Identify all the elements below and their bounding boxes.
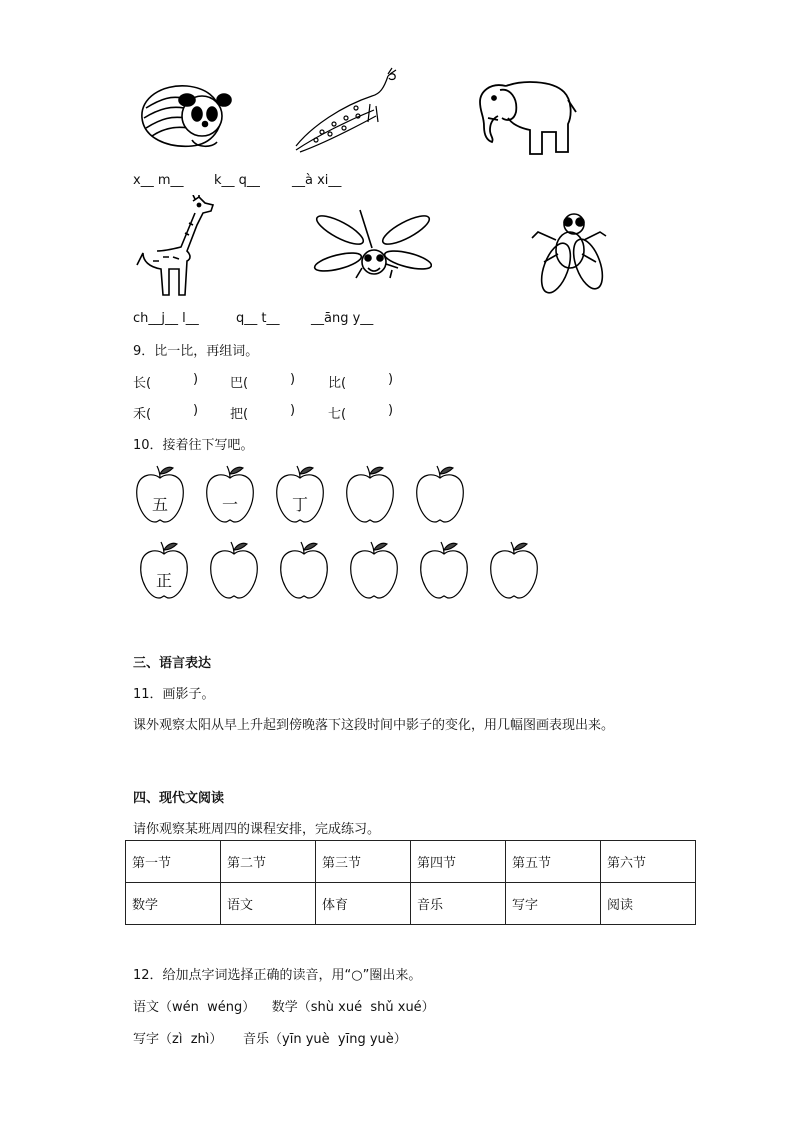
q9-char-ba: 巴( bbox=[230, 376, 249, 391]
subject-2: 语文 bbox=[221, 883, 316, 925]
dragonfly-icon bbox=[312, 208, 432, 288]
dragonfly-image bbox=[312, 208, 432, 288]
schedule-subject-row bbox=[126, 883, 696, 925]
schedule-header-row bbox=[126, 841, 696, 883]
period-3: 第三节 bbox=[316, 841, 411, 883]
q11-title: 11．画影子。 bbox=[133, 687, 215, 702]
q9-char-ba2: 把( bbox=[230, 407, 249, 422]
period-2: 第二节 bbox=[221, 841, 316, 883]
elephant-icon bbox=[472, 72, 582, 160]
q10-title: 10．接着往下写吧。 bbox=[133, 438, 254, 453]
apple-icon bbox=[277, 540, 331, 602]
fly-image bbox=[528, 210, 610, 298]
q9-char-bi: 比( bbox=[328, 376, 347, 391]
peacock-icon bbox=[292, 66, 402, 156]
q9-char-he: 禾( bbox=[133, 407, 152, 422]
subject-5: 写字 bbox=[506, 883, 601, 925]
q9-paren-close: ) bbox=[290, 372, 296, 387]
q11-text: 课外观察太阳从早上升起到傍晚落下这段时间中影子的变化，用几幅图画表现出来。 bbox=[133, 718, 615, 733]
peacock-image bbox=[292, 66, 402, 156]
q9-paren-close: ) bbox=[193, 372, 199, 387]
apple-row1-1 bbox=[133, 464, 187, 526]
apple-icon bbox=[413, 464, 467, 526]
pinyin-blank-panda: x__ m__ bbox=[133, 173, 184, 188]
period-5: 第五节 bbox=[506, 841, 601, 883]
subject-3: 体育 bbox=[316, 883, 411, 925]
subject-6: 阅读 bbox=[601, 883, 696, 925]
q9-paren-close: ) bbox=[388, 372, 394, 387]
giraffe-icon bbox=[133, 195, 218, 299]
schedule-table bbox=[125, 840, 696, 925]
subject-4: 音乐 bbox=[411, 883, 506, 925]
apple-icon bbox=[417, 540, 471, 602]
apple-row1-4 bbox=[343, 464, 397, 526]
apple-char: 一 bbox=[221, 495, 238, 514]
q12-title: 12．给加点字词选择正确的读音，用“○”圈出来。 bbox=[133, 968, 422, 983]
pinyin-blank-giraffe: ch__j__ l__ bbox=[133, 311, 199, 326]
apple-icon bbox=[347, 540, 401, 602]
fly-icon bbox=[528, 210, 610, 298]
q9-char-chang: 长( bbox=[133, 376, 152, 391]
giraffe-image bbox=[133, 195, 218, 299]
q9-paren-close: ) bbox=[290, 403, 296, 418]
apple-row2-5 bbox=[417, 540, 471, 602]
subject-1: 数学 bbox=[126, 883, 221, 925]
apple-row2-6 bbox=[487, 540, 541, 602]
q9-paren-close: ) bbox=[193, 403, 199, 418]
apple-row2-4 bbox=[347, 540, 401, 602]
apple-row1-3 bbox=[273, 464, 327, 526]
q12-line2: 写字（zì zhì） 音乐（yīn yuè yīng yuè） bbox=[133, 1032, 407, 1047]
section4-intro: 请你观察某班周四的课程安排，完成练习。 bbox=[133, 822, 381, 837]
apple-row1-2 bbox=[203, 464, 257, 526]
apple-row2-2 bbox=[207, 540, 261, 602]
apple-icon bbox=[343, 464, 397, 526]
pinyin-blank-peacock: k__ q__ bbox=[214, 173, 260, 188]
panda-image bbox=[132, 78, 242, 150]
elephant-image bbox=[472, 72, 582, 160]
section3-heading: 三、语言表达 bbox=[133, 656, 212, 671]
apple-row1-5 bbox=[413, 464, 467, 526]
pinyin-blank-elephant: __à xi__ bbox=[292, 173, 342, 188]
apple-char: 五 bbox=[151, 495, 168, 514]
q9-paren-close: ) bbox=[388, 403, 394, 418]
apple-row2-1 bbox=[137, 540, 191, 602]
q9-char-qi: 七( bbox=[328, 407, 347, 422]
section4-heading: 四、现代文阅读 bbox=[133, 791, 225, 806]
period-1: 第一节 bbox=[126, 841, 221, 883]
q12-line1: 语文（wén wéng） 数学（shù xué shǔ xué） bbox=[133, 1000, 435, 1015]
period-4: 第四节 bbox=[411, 841, 506, 883]
apple-char: 丁 bbox=[291, 495, 308, 514]
apple-char: 正 bbox=[155, 571, 172, 590]
apple-icon bbox=[207, 540, 261, 602]
period-6: 第六节 bbox=[601, 841, 696, 883]
q9-title: 9．比一比，再组词。 bbox=[133, 344, 259, 359]
pinyin-blank-dragonfly: q__ t__ bbox=[236, 311, 280, 326]
pinyin-blank-fly: __āng y__ bbox=[311, 311, 374, 326]
apple-icon bbox=[487, 540, 541, 602]
panda-icon bbox=[132, 78, 242, 150]
apple-row2-3 bbox=[277, 540, 331, 602]
